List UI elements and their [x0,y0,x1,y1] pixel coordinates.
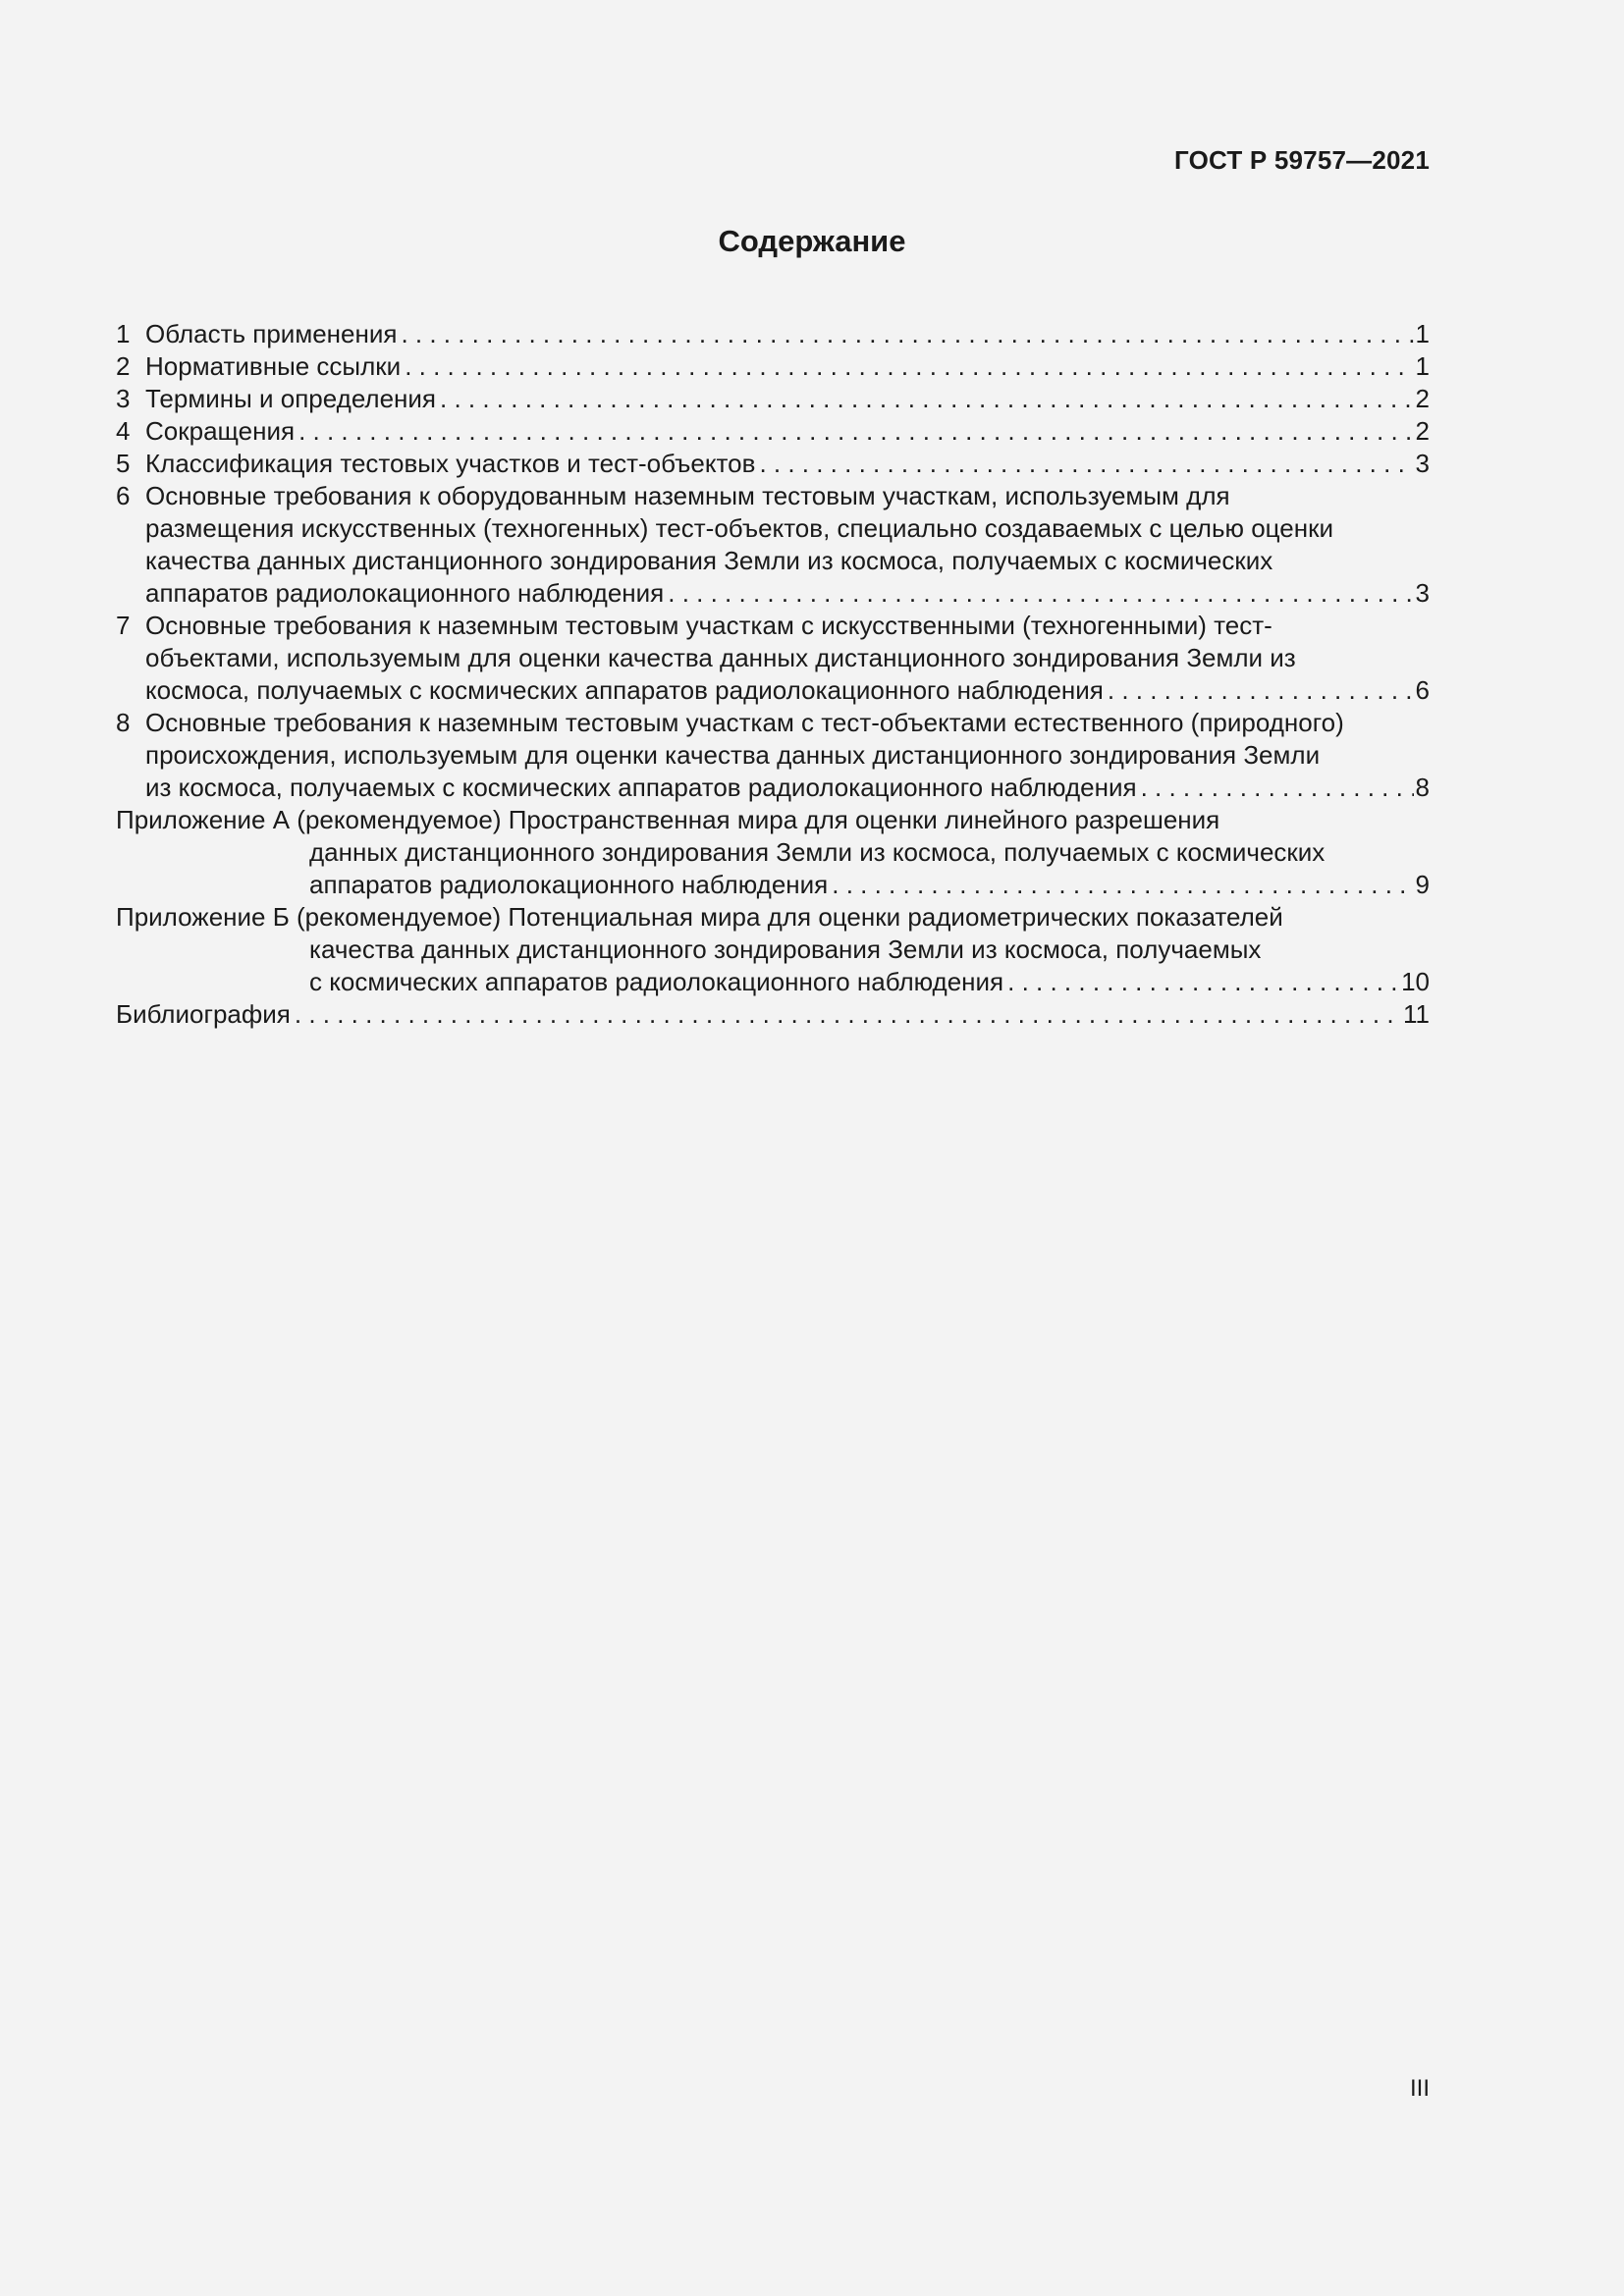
toc-entry-8[interactable] [116,707,1430,804]
toc-entry-2[interactable] [116,350,1430,383]
toc-appendix-title-line: Приложение Б (рекомендуемое) Потенциальная мира для оценки радиометрических показателей [116,902,1283,932]
toc-appendix-title-line: данных дистанционного зондирования Земли из космоса, получаемых с космических [309,837,1326,867]
toc-entry-page: 2 [1415,384,1430,413]
toc-entry-title-line: Основные требования к наземным тестовым участкам с искусственными (техногенными) тест- [145,611,1272,640]
toc-entry-title-line: аппаратов радиолокационного наблюдения [145,578,665,608]
dot-leader [440,383,1414,415]
dot-leader [298,415,1413,448]
toc-entry-number: 2 [116,351,131,381]
toc-entry-page: 1 [1415,351,1430,381]
page-number: III [1409,2075,1430,2102]
toc-entry-5[interactable] [116,448,1430,480]
dot-leader [759,448,1413,480]
dot-leader [1108,674,1414,707]
toc-appendix-a[interactable] [116,804,1430,901]
toc-entry-number: 8 [116,708,131,737]
toc-entry-number: 1 [116,319,131,348]
toc-entry-3[interactable] [116,383,1430,415]
toc-entry-title-line: качества данных дистанционного зондирования Земли из космоса, получаемых с космических [145,546,1273,575]
toc-entry-title-line: размещения искусственных (техногенных) тест-объектов, специально создаваемых с целью оценки [145,513,1334,543]
document-code: ГОСТ Р 59757—2021 [1174,145,1430,175]
toc-entry-title-line: космоса, получаемых с космических аппаратов радиолокационного наблюдения [145,675,1104,705]
toc-bibliography-title: Библиография [116,999,291,1029]
toc-entry-6[interactable] [116,480,1430,610]
toc-appendix-title-line: Приложение А (рекомендуемое) Пространственная мира для оценки линейного разрешения [116,805,1220,834]
toc-appendix-title-line: качества данных дистанционного зондирования Земли из космоса, получаемых [309,934,1262,964]
dot-leader [832,869,1413,901]
toc-appendix-page: 10 [1401,967,1430,996]
toc-entry-page: 3 [1415,578,1430,608]
table-of-contents [116,318,1430,1031]
toc-entry-title: Область применения [145,319,398,348]
toc-bibliography-page: 11 [1403,999,1430,1029]
dot-leader [1007,966,1399,998]
toc-entry-title-line: происхождения, используемым для оценки качества данных дистанционного зондирования Земли [145,740,1321,770]
toc-bibliography[interactable] [116,998,1430,1031]
toc-appendix-b[interactable] [116,901,1430,998]
toc-entry-title-line: объектами, используемым для оценки качества данных дистанционного зондирования Земли из [145,643,1296,672]
toc-entry-page: 2 [1415,416,1430,446]
toc-appendix-page: 9 [1415,870,1430,899]
toc-entry-number: 3 [116,384,131,413]
dot-leader [401,318,1413,350]
dot-leader [668,577,1413,610]
toc-entry-title-line: Основные требования к оборудованным наземным тестовым участкам, используемым для [145,481,1230,510]
toc-entry-page: 6 [1415,675,1430,705]
toc-entry-4[interactable] [116,415,1430,448]
toc-entry-number: 6 [116,481,131,510]
toc-entry-title-line: из космоса, получаемых с космических аппаратов радиолокационного наблюдения [145,773,1137,802]
dot-leader [295,998,1401,1031]
toc-entry-number: 4 [116,416,131,446]
toc-appendix-title-line: с космических аппаратов радиолокационного наблюдения [309,967,1004,996]
toc-entry-1[interactable] [116,318,1430,350]
toc-entry-title: Сокращения [145,416,296,446]
toc-entry-title: Термины и определения [145,384,437,413]
dot-leader [405,350,1413,383]
toc-entry-title: Классификация тестовых участков и тест-объектов [145,449,756,478]
toc-entry-number: 5 [116,449,131,478]
toc-appendix-title-line: аппаратов радиолокационного наблюдения [309,870,829,899]
toc-entry-number: 7 [116,611,131,640]
toc-title: Содержание [718,224,906,258]
dot-leader [1141,772,1414,804]
toc-entry-page: 8 [1415,773,1430,802]
toc-entry-page: 3 [1415,449,1430,478]
toc-entry-title: Нормативные ссылки [145,351,402,381]
toc-entry-7[interactable] [116,610,1430,707]
toc-entry-page: 1 [1415,319,1430,348]
toc-entry-title-line: Основные требования к наземным тестовым участкам с тест-объектами естественного (природного) [145,708,1344,737]
